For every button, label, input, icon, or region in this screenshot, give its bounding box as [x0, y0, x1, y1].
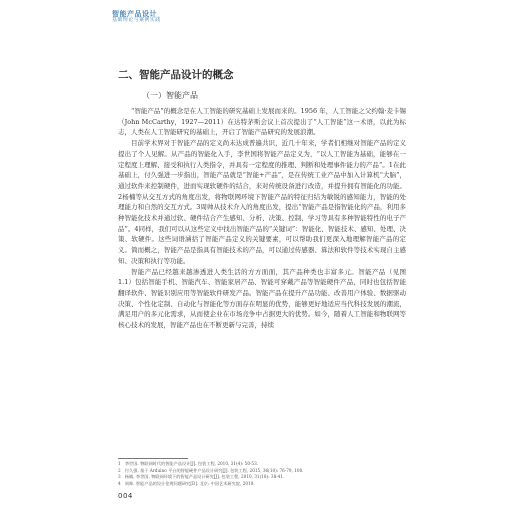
- paragraph: “智能产品”的概念是在人工智能的研究基础上发展而来的。1956 年，人工智能之父约翰·麦卡锡（John McCarthy，1927—2011）在达特茅斯会议上首次提出了“人工智能”这一术语，以此为标志，人类在人工智能研究的基础上，开启了智能产品研究的发展浪潮。: [118, 107, 406, 137]
- footnotes: [118, 461, 408, 487]
- paragraph: 智能产品已经越来越渗透进人类生活的方方面面，其产品种类也丰富多元。智能产品（见图 1.1）包括智能手机、智能汽车、智能家居产品、智能可穿戴产品等智能硬件产品，同时也包括智能翻译软件、智能识别应用等智能软件研发产品。智能产品在提升产品功能、改善用户体验、数据驱动决策、个性化定制、自动化与智能化等方面存在明显的优势，能够更好地适应当代科技发展的潮流，满足用户的多元化需求，从而使企业在市场竞争中占据更大的优势。如今，随着人工智能和物联网等核心技术的发展，智能产品也在不断更新与完善，持续: [118, 267, 406, 330]
- footnote: 4 周帅. 智能产品的设计伦理问题研究[D]. 北京: 中国艺术研究院, 2018.: [118, 480, 255, 486]
- running-head-subtitle: 基础理论与案例实践: [112, 17, 161, 24]
- section-heading: 二、智能产品设计的概念: [118, 69, 234, 81]
- running-head: [112, 10, 161, 24]
- page-number: 004: [118, 492, 133, 500]
- footnote-divider: [118, 458, 188, 459]
- running-head-title: 智能产品设计: [112, 10, 157, 18]
- footnote: 1 李世国. 物联网时代的智能产品设计[J]. 包装工程, 2010, 31(4): 50-53.: [118, 461, 259, 466]
- paragraph: 目前学术界对于智能产品的定义尚未达成普遍共识，近几十年来，学者们相继对智能产品的定义提出了个人见解。从产品的智能化入手，李世国将智能产品定义为，“以人工智能为基础，能够在一定程度上理解、接受和执行人类指令，并具有一定程度的推理、判断和处理事件能力的产品”。1在此基础上，付久强进一步指出，智能产品就是“智能+产品”，是在传统工业产品中加入计算机“大脑”，通过软件来控制硬件，进而实现软硬件的结合，来对传统设备进行改造，并提升拥有智能化的功能。2杨楠等从交互方式的角度出发，将物联网环境下智能产品的特征归结为敏锐的感知能力，智能的处理能力和自然的交互方式。3周帅从技术介入的角度出发，提出“智能产品是指智能化的产品，利用多种智能化技术并通过软、硬件结合产生感知、分析、决策、控制、学习等具有多种智能特性的电子产品”。4同样，我们可以从这些定义中找出智能产品的“关键词”：智能化、智能技术、感知、处理、决策、软硬件。这些词语涵括了智能产品定义的关键要素，可以帮助我们更深入地理解智能产品的定义。简而概之，智能产品是指具有智能技术的产品，可以通过传感器、算法和软件等技术实现自主感知、决策和执行等功能。: [118, 139, 406, 265]
- footnote: 2 付久强. 基于 Arduino 平台的智能硬件产品设计研究[J]. 包装工程, 2015, 36(10): 76-79, 100.: [118, 467, 304, 473]
- footnote: 3 杨楠, 李世国. 物联网环境下的智能产品设计研究[J]. 包装工程, 2010, 31(18): 38-41.: [118, 474, 285, 480]
- body-text: [118, 106, 406, 331]
- subsection-heading: （一）智能产品: [142, 91, 198, 100]
